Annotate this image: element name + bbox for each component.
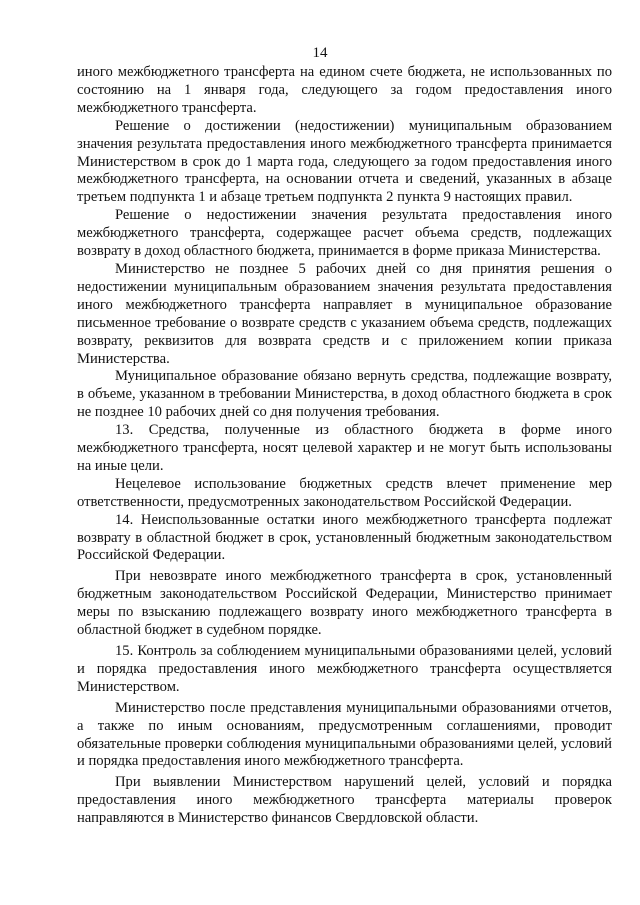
paragraph-continuation: иного межбюджетного трансферта на едином счете бюджета, не использованных по состоянию на 1 января года, следующего за годом предоставления иного межбюджетного трансферта. [77,64,612,116]
paragraph-decision-non-achievement: Решение о недостижении значения результата предоставления иного межбюджетного трансферта, содержащее расчет объема средств, подлежащих возврату в доход областного бюджета, принимается в форме приказа Министерства. [77,207,612,260]
paragraph-decision-achievement: Решение о достижении (недостижении) муниципальным образованием значения результата предоставления иного межбюджетного трансферта принимается Министерством в срок до 1 марта года, следующего за годом предоставления иного межбюджетного трансферта, на основании отчета и сведений, указанных в абзаце третьем подпункта 1 и абзаце третьем подпункта 2 пункта 9 настоящих правил. [77,117,612,206]
page-number: 14 [312,45,328,61]
document-body [77,64,612,828]
paragraph-inspections: Министерство после представления муниципальными образованиями отчетов, а также по иным основаниям, предусмотренным соглашениями, проводит обязательные проверки соблюдения муниципальными образованиями целей, условий и порядка предоставления иного межбюджетного трансферта. [77,699,612,770]
paragraph-misuse-liability: Нецелевое использование бюджетных средств влечет применение мер ответственности, предусмотренных законодательством Российской Федерации. [77,475,612,510]
paragraph-item-15: 15. Контроль за соблюдением муниципальными образованиями целей, условий и порядка предоставления иного межбюджетного трансферта осуществляется Министерством. [77,643,612,695]
paragraph-item-13: 13. Средства, полученные из областного бюджета в форме иного межбюджетного трансферта, носят целевой характер и не могут быть использованы на иные цели. [77,422,612,474]
paragraph-return-obligation: Муниципальное образование обязано вернуть средства, подлежащие возврату, в объеме, указанном в требовании Министерства, в доход областного бюджета в срок не позднее 10 рабочих дней со дня получения требования. [77,368,612,421]
paragraph-item-14: 14. Неиспользованные остатки иного межбюджетного трансферта подлежат возврату в областной бюджет в срок, установленный бюджетным законодательством Российской Федерации. [77,511,612,564]
paragraph-non-return: При невозврате иного межбюджетного трансферта в срок, установленный бюджетным законодательством Российской Федерации, Министерство принимает меры по взысканию подлежащего возврату иного межбюджетного трансферта в областной бюджет в судебном порядке. [77,568,612,639]
paragraph-violations: При выявлении Министерством нарушений целей, условий и порядка предоставления иного межбюджетного трансферта материалы проверок направляются в Министерство финансов Свердловской области. [77,774,612,827]
paragraph-ministry-requirement: Министерство не позднее 5 рабочих дней со дня принятия решения о недостижении муниципальным образованием значения результата предоставления иного межбюджетного трансферта направляет в муниципальное образование письменное требование о возврате средств с указанием объема средств, подлежащих возврату, реквизитов для возврата средств и с приложением копии приказа Министерства. [77,260,612,367]
